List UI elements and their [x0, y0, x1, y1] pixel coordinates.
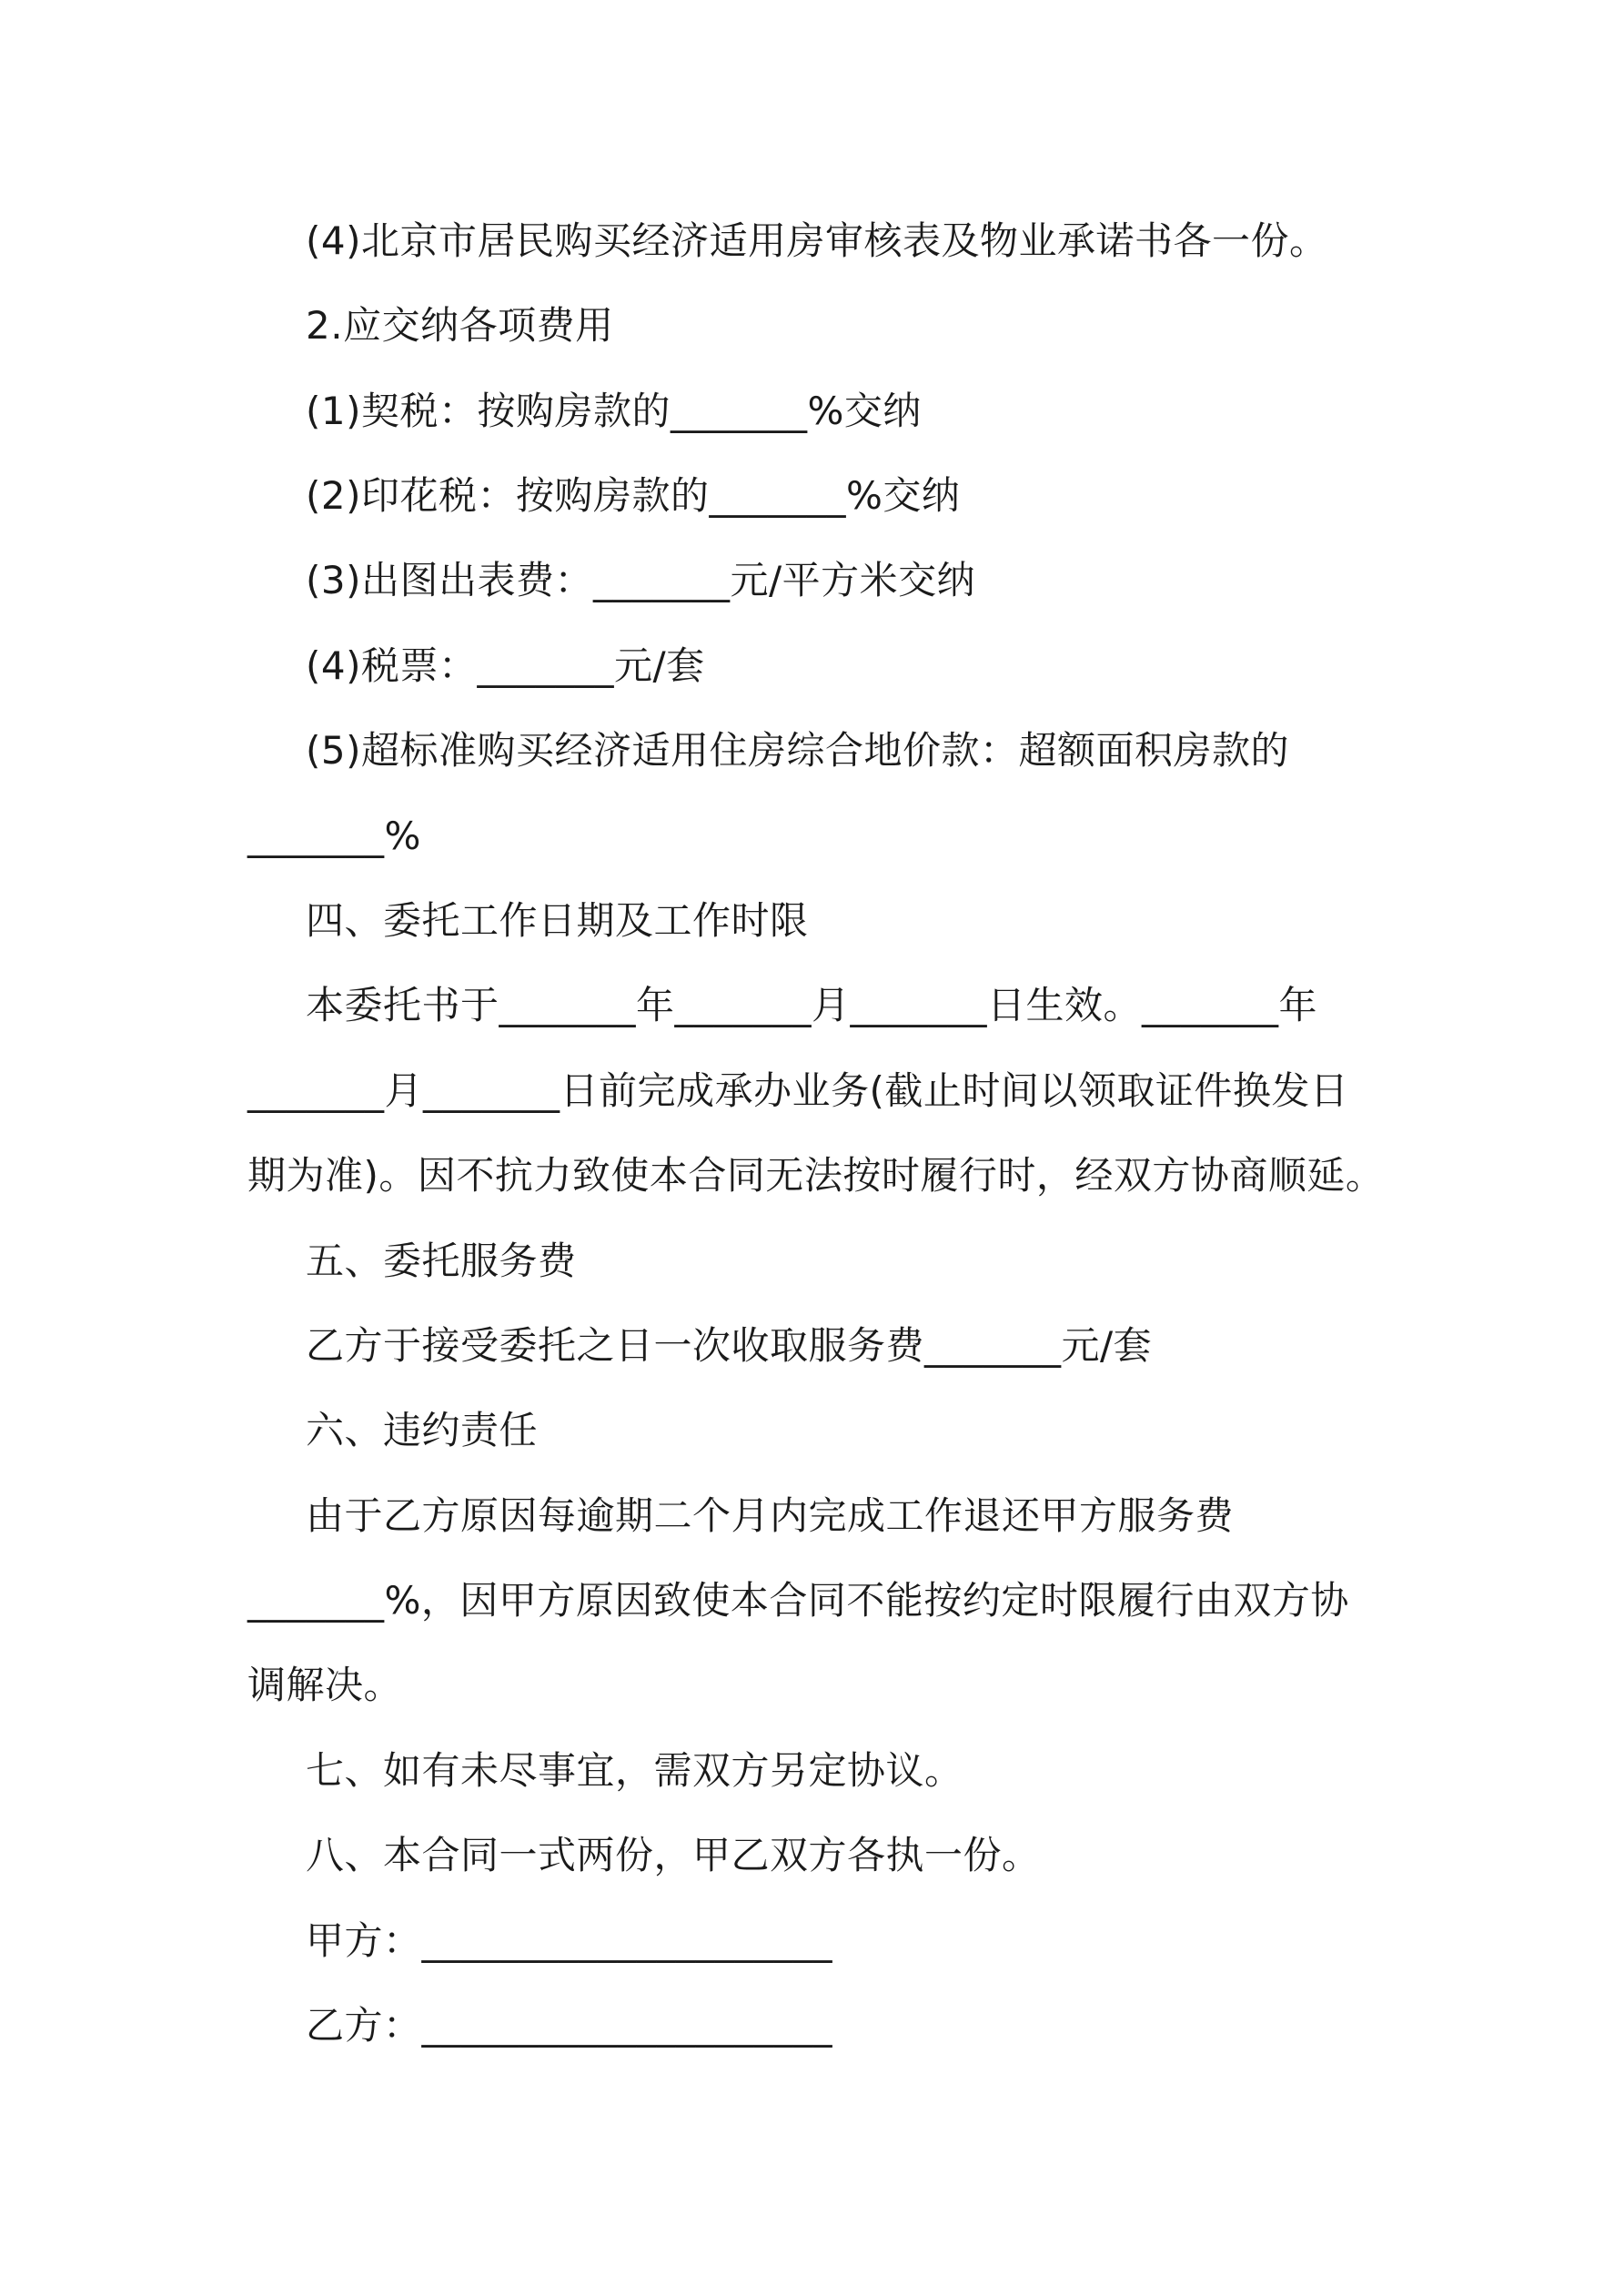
section-2-fees-heading: 2.应交纳各项费用 [306, 303, 614, 348]
breach-line-3: 调解决。 [247, 1663, 403, 1707]
section-6-heading: 六、违约责任 [306, 1408, 539, 1452]
fee-stamp-tax: (2)印花税：按购房款的_______%交纳 [306, 473, 961, 518]
effective-date-line: 本委托书于_______年_______月_______日生效。_______年 [306, 983, 1318, 1027]
party-a-signature-line: 甲方：_____________________ [306, 1918, 833, 1963]
fee-tax-ticket: (4)税票：_______元/套 [306, 643, 705, 688]
fee-over-standard-cont: _______% [247, 814, 421, 858]
fee-drawing: (3)出图出表费：_______元/平方米交纳 [306, 558, 976, 602]
force-majeure-line: 期为准)。因不抗力致使本合同无法按时履行时，经双方协商顺延。 [247, 1153, 1385, 1198]
section-8-line: 八、本合同一式两份，甲乙双方各执一份。 [306, 1833, 1041, 1877]
fee-deed-tax: (1)契税：按购房款的_______%交纳 [306, 389, 922, 433]
section-4-heading: 四、委托工作日期及工作时限 [306, 898, 809, 943]
section-7-line: 七、如有未尽事宜，需双方另定协议。 [306, 1748, 963, 1793]
section-5-heading: 五、委托服务费 [306, 1239, 577, 1283]
service-fee-line: 乙方于接受委托之日一次收取服务费_______元/套 [306, 1323, 1153, 1368]
fee-over-standard: (5)超标准购买经济适用住房综合地价款：超额面积房款的 [306, 728, 1289, 773]
party-b-signature-line: 乙方：_____________________ [306, 2003, 833, 2048]
item-4-review-form: (4)北京市居民购买经济适用房审核表及物业承诺书各一份。 [306, 218, 1328, 263]
completion-date-line: _______月_______日前完成承办业务(截止时间以领取证件换发日 [247, 1068, 1349, 1113]
breach-line-2: _______%，因甲方原因致使本合同不能按约定时限履行由双方协 [247, 1578, 1349, 1623]
breach-line-1: 由于乙方原因每逾期二个月内完成工作退还甲方服务费 [306, 1493, 1235, 1538]
